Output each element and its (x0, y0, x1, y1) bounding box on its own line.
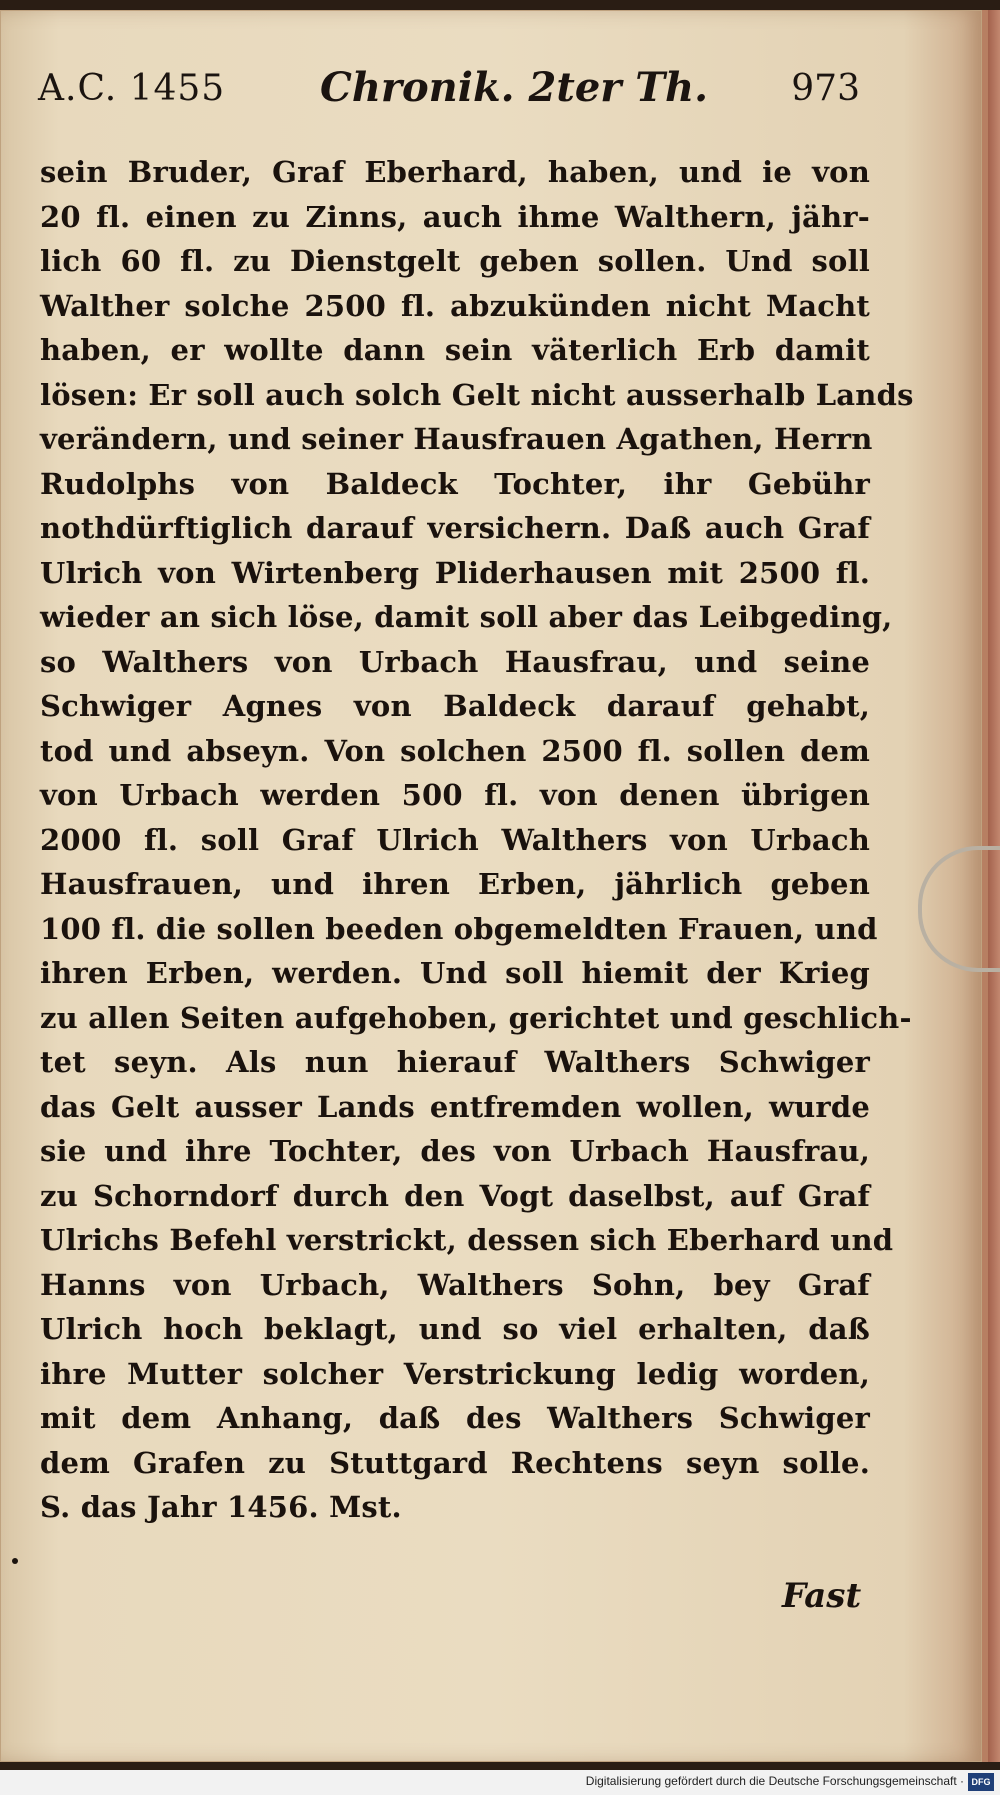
text-line: Schwiger Agnes von Baldeck darauf gehabt, (40, 689, 870, 723)
footer-bar (0, 1770, 1000, 1795)
text-line: Walther solche 2500 fl. abzukünden nicht Macht (40, 288, 870, 323)
running-header (38, 64, 860, 128)
text-line: haben, er wollte dann sein väterlich Erb damit (40, 333, 870, 367)
text-line: ihre Mutter solcher Verstrickung ledig worden, (40, 1356, 870, 1391)
text-line: ihren Erben, werden. Und soll hiemit der Krieg (40, 956, 870, 990)
text-line-last: S. das Jahr 1456. Mst. (40, 1490, 402, 1524)
header-year: A.C. 1455 (38, 68, 226, 109)
book-page (0, 10, 988, 1762)
text-line: 100 fl. die sollen beeden obgemeldten Frauen, und (40, 911, 878, 946)
text-line: tet seyn. Als nun hierauf Walthers Schwiger (40, 1045, 870, 1079)
body-text (40, 150, 914, 1530)
text-line: dem Grafen zu Stuttgard Rechtens seyn solle. (40, 1445, 870, 1480)
text-line: 20 fl. einen zu Zinns, auch ihme Walthern, jähr- (40, 199, 870, 234)
text-line: so Walthers von Urbach Hausfrau, und seine (40, 644, 870, 679)
text-line: von Urbach werden 500 fl. von denen übrigen (40, 778, 870, 812)
text-line: verändern, und seiner Hausfrauen Agathen, Herrn (40, 422, 873, 456)
catchword: Fast (782, 1576, 862, 1616)
header-title: Chronik. 2ter Th. (320, 64, 709, 111)
text-line: wieder an sich löse, damit soll aber das Leibgeding, (40, 600, 893, 634)
text-line: mit dem Anhang, daß des Walthers Schwiger (40, 1401, 870, 1435)
text-line: Ulrichs Befehl verstrickt, dessen sich Eberhard und (40, 1223, 894, 1257)
ink-dot (12, 1558, 18, 1564)
text-line: das Gelt ausser Lands entfremden wollen, wurde (40, 1089, 870, 1124)
page-number: 973 (791, 68, 860, 109)
text-line: sie und ihre Tochter, des von Urbach Hausfrau, (40, 1134, 870, 1168)
text-line: Hausfrauen, und ihren Erben, jährlich geben (40, 867, 870, 901)
text-line: Ulrich von Wirtenberg Pliderhausen mit 2500 fl. (40, 555, 870, 590)
text-line: 2000 fl. soll Graf Ulrich Walthers von Urbach (40, 822, 870, 857)
footer-credit: Digitalisierung gefördert durch die Deutsche Forschungsgemeinschaft · (585, 1774, 964, 1788)
text-line: tod und abseyn. Von solchen 2500 fl. sollen dem (40, 733, 870, 768)
text-line: Ulrich hoch beklagt, und so viel erhalten, daß (40, 1312, 870, 1346)
dfg-logo-icon: DFG (968, 1773, 994, 1791)
text-line: Hanns von Urbach, Walthers Sohn, bey Graf (40, 1267, 870, 1302)
text-line: zu allen Seiten aufgehoben, gerichtet und geschlich- (40, 1000, 912, 1035)
text-line: nothdürftiglich darauf versichern. Daß auch Graf (40, 511, 870, 545)
text-line: Rudolphs von Baldeck Tochter, ihr Gebühr (40, 466, 870, 501)
text-line: sein Bruder, Graf Eberhard, haben, und ie von (40, 155, 870, 189)
text-line: zu Schorndorf durch den Vogt daselbst, auf Graf (40, 1178, 870, 1213)
text-line: lösen: Er soll auch solch Gelt nicht ausserhalb Lands (40, 377, 914, 412)
text-line: lich 60 fl. zu Dienstgelt geben sollen. Und soll (40, 244, 870, 278)
